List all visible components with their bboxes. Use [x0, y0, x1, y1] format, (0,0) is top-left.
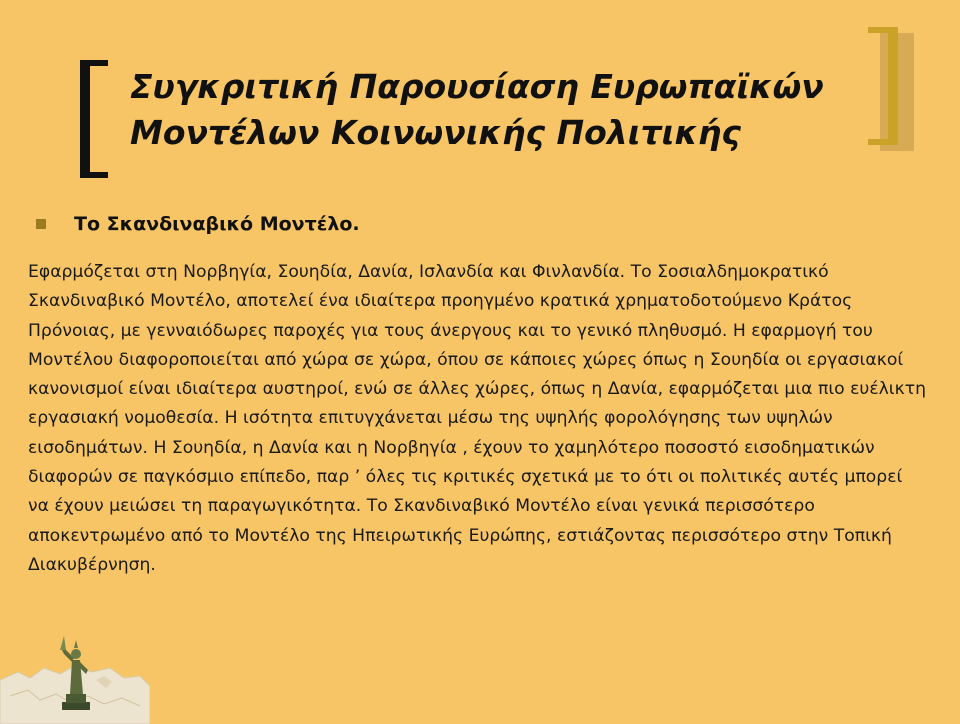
body-paragraph: Εφαρμόζεται στη Νορβηγία, Σουηδία, Δανία, Ισλανδία και Φινλανδία. Το Σοσιαλδημοκρατικό Σκανδιναβικό Μοντέλο, αποτελεί ένα ιδιαίτερα προηγμένο κρατικά χρηματοδοτούμενο Κράτος Πρόνοιας, με γενναιόδωρες παροχές για τους άνεργους και το γενικό πληθυσμό. Η εφαρμογή του Μοντέλου διαφοροποιείται από χώρα σε χώρα, όπου σε κάποιες χώρες όπως η Σουηδία οι εργασιακοί κανονισμοί είναι ιδιαίτερα αυστηροί, ενώ σε άλλες χώρες, όπως η Δανία, εφαρμόζεται μια πιο ευέλικτη εργασιακή νομοθεσία. Η ισότητα επιτυγχάνεται μέσω της υψηλής φορολόγησης των υψηλών εισοδημάτων. Η Σουηδία, η Δανία και η Νορβηγία , έχουν το χαμηλότερο ποσοστό εισοδηματικών διαφορών σε παγκόσμιο επίπεδο, παρ ’ όλες τις κριτικές σχετικά με το ότι οι πολιτικές αυτές μπορεί να έχουν μειώσει τη παραγωγικότητα. Το Σκανδιναβικό Μοντέλο είναι γενικά περισσότερο αποκεντρωμένο από το Μοντέλο της Ηπειρωτικής Ευρώπης, εστιάζοντας περισσότερο στην Τοπική Διακυβέρνηση. [28, 262, 926, 575]
slide-title: Συγκριτική Παρουσίαση Ευρωπαϊκών Μοντέλων Κοινωνικής Πολιτικής [130, 67, 824, 152]
bullet-heading [36, 212, 360, 236]
left-bracket-icon [80, 60, 108, 178]
bullet-heading-text: Το Σκανδιναβικό Μοντέλο. [74, 213, 360, 235]
square-bullet-icon [36, 219, 46, 229]
right-bracket-icon [868, 27, 898, 145]
europa-statue-on-map-icon [0, 610, 150, 724]
